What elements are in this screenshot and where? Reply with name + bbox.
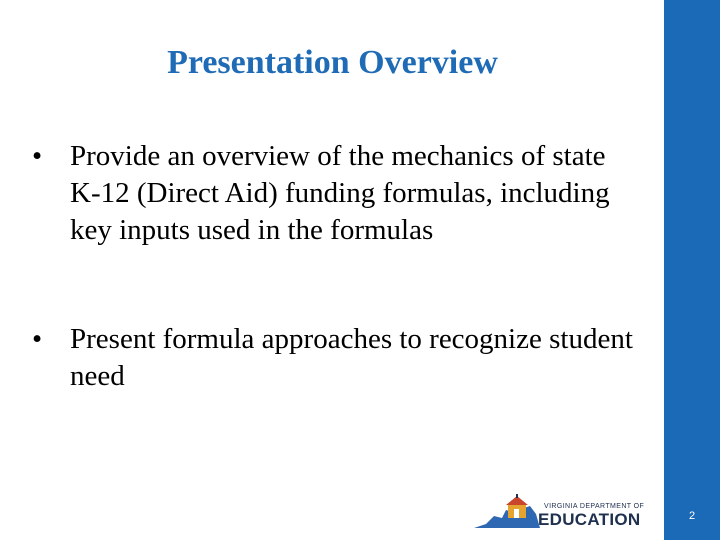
bullet-item — [32, 321, 642, 395]
side-accent-bar — [664, 0, 720, 540]
virginia-map-schoolhouse-icon — [472, 494, 542, 532]
bullet-marker: • — [32, 323, 43, 355]
bullet-item — [32, 138, 642, 249]
slide-title: Presentation Overview — [167, 44, 498, 81]
bullet-marker: • — [32, 140, 43, 172]
page-number: 2 — [688, 510, 696, 522]
vdoe-logo — [472, 494, 664, 532]
bullet-list — [32, 138, 642, 395]
logo-line-2: EDUCATION — [538, 510, 641, 529]
bullet-text: Present formula approaches to recognize student need — [70, 323, 633, 392]
logo-line-1: VIRGINIA DEPARTMENT OF — [544, 503, 645, 510]
bullet-text: Provide an overview of the mechanics of state K-12 (Direct Aid) funding formulas, including key inputs used in the formulas — [70, 140, 610, 246]
